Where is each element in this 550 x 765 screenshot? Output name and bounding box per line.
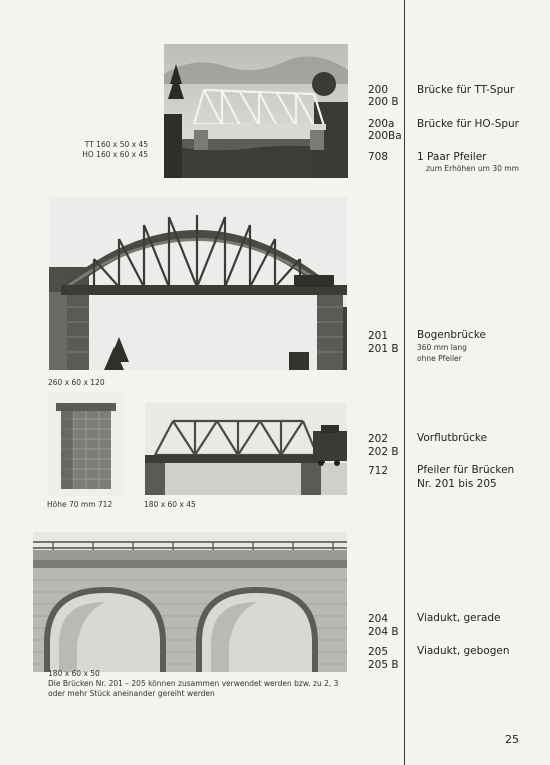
desc-viaduct-straight: Viadukt, gerade xyxy=(417,612,501,624)
page-number: 25 xyxy=(505,733,519,746)
desc-pillars: 1 Paar Pfeiler xyxy=(417,151,487,163)
item-number-201b: 201 B xyxy=(368,343,399,355)
item-number-205: 205 xyxy=(368,646,389,658)
item-number-205b: 205 B xyxy=(368,659,399,671)
item-number-202: 202 xyxy=(368,433,389,445)
photo-arch-bridge xyxy=(49,197,347,370)
dims-truss-bridge: TT 160 x 50 x 45 HO 160 x 60 x 45 xyxy=(82,140,148,159)
note-pillars: zum Erhöhen um 30 mm xyxy=(426,164,519,173)
item-number-200: 200 xyxy=(368,84,389,96)
caption-pillar-height: Höhe 70 mm 712 xyxy=(47,500,113,509)
desc-arch-bridge: Bogenbrücke xyxy=(417,329,486,341)
photo-flood-bridge xyxy=(145,403,347,495)
item-number-200ba: 200Ba xyxy=(368,130,402,142)
item-number-201: 201 xyxy=(368,330,389,342)
item-number-200a: 200a xyxy=(368,118,395,130)
desc-flood-bridge: Vorflutbrücke xyxy=(417,432,488,444)
item-number-200b: 200 B xyxy=(368,96,399,108)
item-number-712: 712 xyxy=(368,465,389,477)
desc-viaduct-curved: Viadukt, gebogen xyxy=(417,645,510,657)
item-number-204b: 204 B xyxy=(368,626,399,638)
photo-pillar xyxy=(48,393,124,496)
caption-viaduct-combination: Die Brücken Nr. 201 – 205 können zusammen verwendet werden bzw. zu 2, 3 oder mehr Stück aneinander gereiht werden xyxy=(48,679,339,698)
desc-bridge-pillars-range: Nr. 201 bis 205 xyxy=(417,478,497,490)
dims-viaduct: 180 x 60 x 50 xyxy=(48,669,100,678)
dims-arch-bridge: 260 x 60 x 120 xyxy=(48,378,105,387)
desc-bridge-pillars: Pfeiler für Brücken xyxy=(417,464,515,476)
column-divider xyxy=(404,0,405,765)
item-number-202b: 202 B xyxy=(368,446,399,458)
desc-tt-bridge: Brücke für TT-Spur xyxy=(417,84,515,96)
dims-flood-bridge: 180 x 60 x 45 xyxy=(144,500,196,509)
photo-truss-bridge xyxy=(164,44,348,178)
item-number-204: 204 xyxy=(368,613,389,625)
desc-ho-bridge: Brücke für HO-Spur xyxy=(417,118,520,130)
note-arch-no-pillar: ohne Pfeiler xyxy=(417,354,462,363)
note-arch-length: 360 mm lang xyxy=(417,343,467,352)
item-number-708: 708 xyxy=(368,151,389,163)
photo-viaduct xyxy=(33,532,347,672)
